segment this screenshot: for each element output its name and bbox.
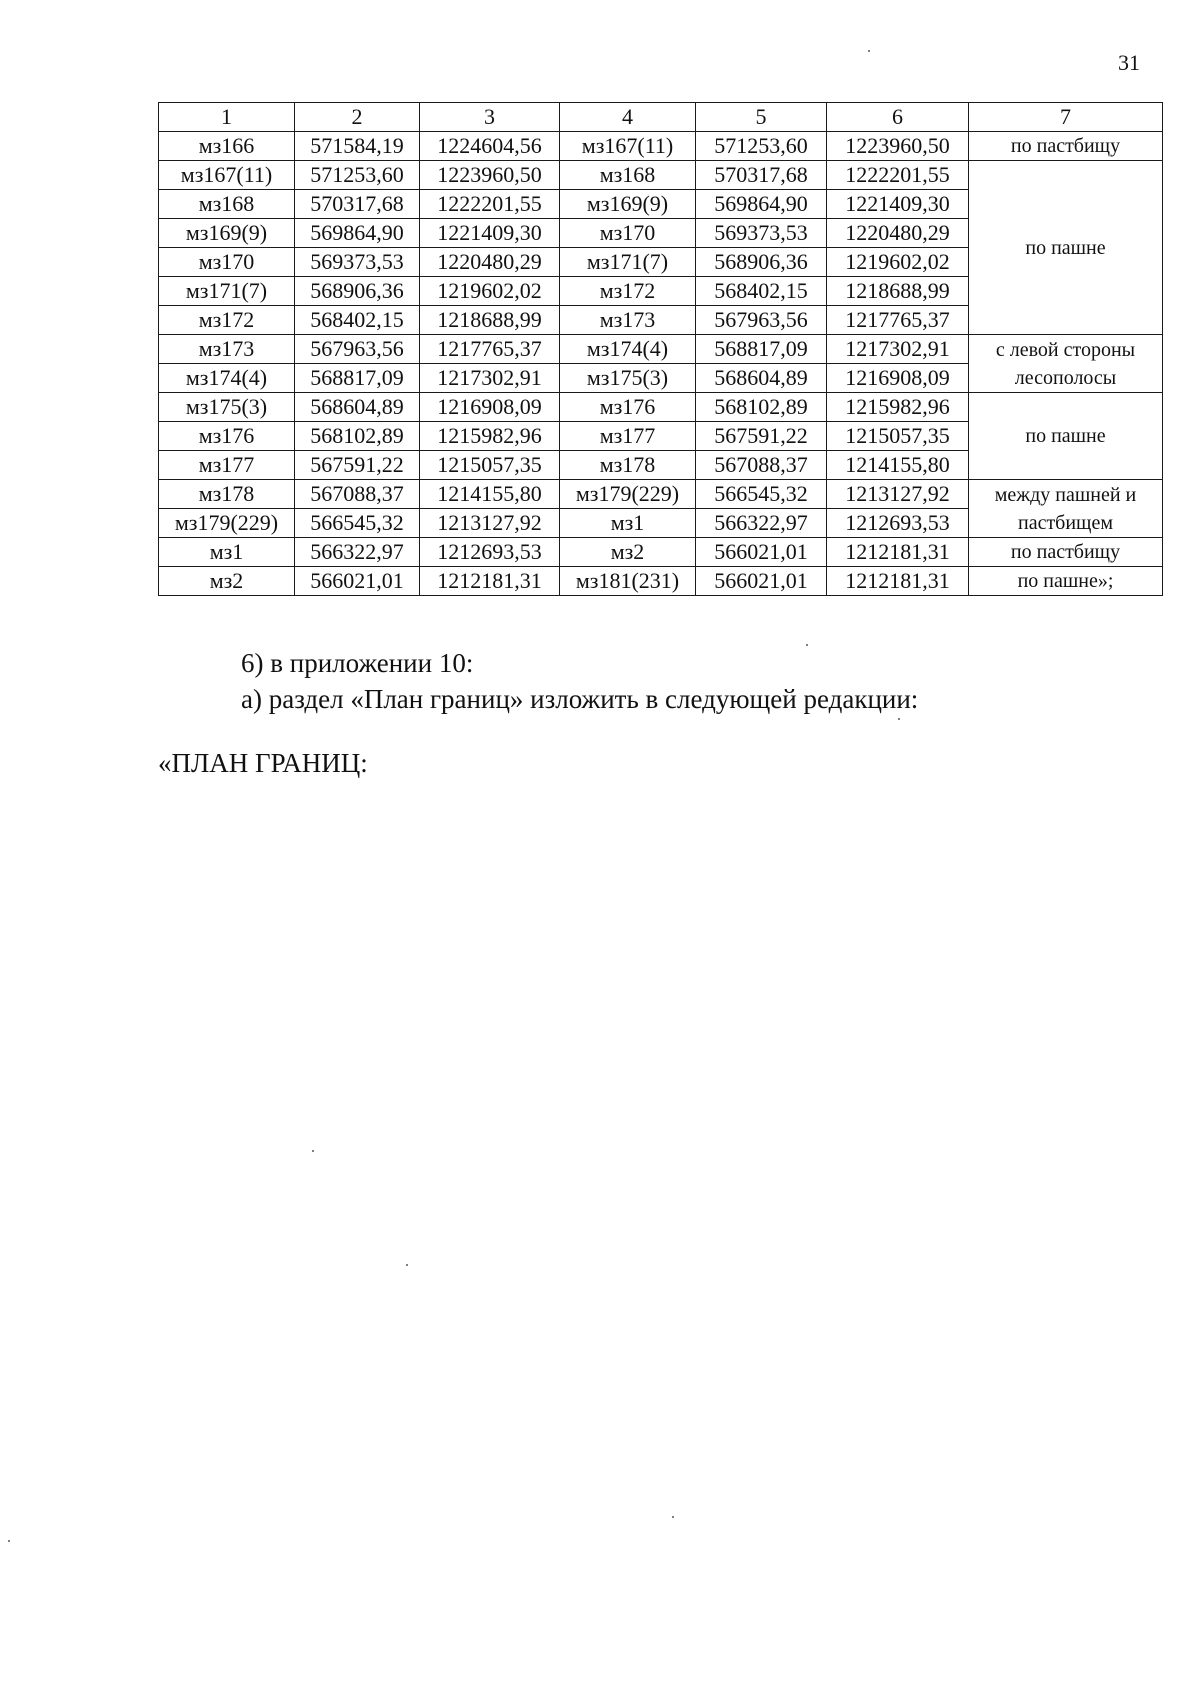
table-cell: 1212181,31 [420, 567, 560, 596]
table-cell: мз171(7) [159, 277, 295, 306]
column-header: 3 [420, 103, 560, 132]
table-cell: 1224604,56 [420, 132, 560, 161]
table-cell: 569373,53 [696, 219, 827, 248]
table-cell: мз2 [159, 567, 295, 596]
table-cell: мз176 [560, 393, 696, 422]
table-cell: 1213127,92 [827, 480, 969, 509]
table-cell: мз167(11) [159, 161, 295, 190]
table-cell: мз167(11) [560, 132, 696, 161]
table-cell: 1223960,50 [827, 132, 969, 161]
table-cell: 1212181,31 [827, 567, 969, 596]
table-row [159, 132, 1163, 161]
table-cell: мз2 [560, 538, 696, 567]
table-cell: 568906,36 [696, 248, 827, 277]
table-cell: мз178 [159, 480, 295, 509]
table-cell: мз170 [159, 248, 295, 277]
table-cell: 1217302,91 [827, 335, 969, 364]
boundary-description-cell: по пастбищу [969, 538, 1163, 567]
table-cell: мз173 [159, 335, 295, 364]
table-cell: 1223960,50 [420, 161, 560, 190]
table-row [159, 480, 1163, 509]
table-cell: 1214155,80 [420, 480, 560, 509]
table-cell: мз174(4) [159, 364, 295, 393]
table-cell: мз168 [560, 161, 696, 190]
table-cell: 568402,15 [696, 277, 827, 306]
table-cell: 567591,22 [295, 451, 420, 480]
table-cell: 1220480,29 [420, 248, 560, 277]
table-row [159, 538, 1163, 567]
table-cell: 566545,32 [696, 480, 827, 509]
table-cell: мз179(229) [560, 480, 696, 509]
table-cell: 571253,60 [696, 132, 827, 161]
table-cell: мз175(3) [560, 364, 696, 393]
item-6-text: 6) в приложении 10: [241, 648, 474, 678]
table-cell: 570317,68 [696, 161, 827, 190]
table-cell: 566322,97 [295, 538, 420, 567]
table-cell: 569864,90 [295, 219, 420, 248]
table-cell: 566021,01 [696, 538, 827, 567]
table-cell: 1217302,91 [420, 364, 560, 393]
table-cell: мз176 [159, 422, 295, 451]
boundary-description-cell: по пастбищу [969, 132, 1163, 161]
table-cell: 567963,56 [696, 306, 827, 335]
table-cell: 568604,89 [295, 393, 420, 422]
table-header-row [159, 103, 1163, 132]
table-row [159, 335, 1163, 364]
boundary-description-cell: между пашней и пастбищем [969, 480, 1163, 538]
table-cell: 1215057,35 [420, 451, 560, 480]
scan-speck [8, 1540, 10, 1542]
table-cell: 568102,89 [696, 393, 827, 422]
table-cell: 1213127,92 [420, 509, 560, 538]
column-header: 5 [696, 103, 827, 132]
column-header: 1 [159, 103, 295, 132]
item-a-text: а) раздел «План границ» изложить в следующей редакции: [241, 684, 919, 714]
table-cell: 1212693,53 [827, 509, 969, 538]
table-cell: 1216908,09 [827, 364, 969, 393]
table-cell: 1217765,37 [827, 306, 969, 335]
table-cell: мз179(229) [159, 509, 295, 538]
table-cell: 1217765,37 [420, 335, 560, 364]
column-header: 2 [295, 103, 420, 132]
column-header: 6 [827, 103, 969, 132]
table-row [159, 393, 1163, 422]
table-cell: 567088,37 [696, 451, 827, 480]
scan-speck [672, 1516, 674, 1518]
plan-heading: «ПЛАН ГРАНИЦ: [158, 748, 368, 778]
table-cell: мз173 [560, 306, 696, 335]
table-cell: 568604,89 [696, 364, 827, 393]
table-cell: 568102,89 [295, 422, 420, 451]
table-cell: мз172 [159, 306, 295, 335]
table-cell: 1222201,55 [827, 161, 969, 190]
table-cell: 1214155,80 [827, 451, 969, 480]
boundary-description-cell: по пашне [969, 393, 1163, 480]
scan-speck [312, 1150, 314, 1152]
table-cell: 1219602,02 [420, 277, 560, 306]
table-row [159, 161, 1163, 190]
table-cell: мз171(7) [560, 248, 696, 277]
table-cell: 568906,36 [295, 277, 420, 306]
table-cell: 568817,09 [696, 335, 827, 364]
coordinates-table [158, 102, 1163, 596]
scan-speck [898, 718, 900, 720]
table-cell: 570317,68 [295, 190, 420, 219]
table-cell: 1212693,53 [420, 538, 560, 567]
table-cell: 567088,37 [295, 480, 420, 509]
table-cell: 1215057,35 [827, 422, 969, 451]
table-cell: 1215982,96 [827, 393, 969, 422]
table-cell: 1219602,02 [827, 248, 969, 277]
column-header: 4 [560, 103, 696, 132]
table-cell: 1218688,99 [420, 306, 560, 335]
table-cell: мз1 [159, 538, 295, 567]
table-cell: мз175(3) [159, 393, 295, 422]
table-cell: 569864,90 [696, 190, 827, 219]
table-cell: 571584,19 [295, 132, 420, 161]
table-cell: 569373,53 [295, 248, 420, 277]
scan-speck [406, 1264, 408, 1266]
table-cell: 567963,56 [295, 335, 420, 364]
page-number: 31 [1118, 50, 1140, 75]
table-cell: 1216908,09 [420, 393, 560, 422]
boundary-description-cell: по пашне»; [969, 567, 1163, 596]
table-cell: 567591,22 [696, 422, 827, 451]
table-cell: мз178 [560, 451, 696, 480]
table-cell: 1215982,96 [420, 422, 560, 451]
table-cell: 1221409,30 [827, 190, 969, 219]
table-cell: мз170 [560, 219, 696, 248]
table-cell: мз177 [560, 422, 696, 451]
table-cell: 571253,60 [295, 161, 420, 190]
table-cell: 568817,09 [295, 364, 420, 393]
table-cell: мз177 [159, 451, 295, 480]
table-cell: мз169(9) [159, 219, 295, 248]
table-cell: 566545,32 [295, 509, 420, 538]
table-cell: мз181(231) [560, 567, 696, 596]
table-cell: 566021,01 [295, 567, 420, 596]
table-cell: мз172 [560, 277, 696, 306]
table-cell: 568402,15 [295, 306, 420, 335]
table-cell: мз174(4) [560, 335, 696, 364]
boundary-description-cell: по пашне [969, 161, 1163, 335]
table-cell: 1221409,30 [420, 219, 560, 248]
table-cell: мз166 [159, 132, 295, 161]
boundary-description-cell: с левой стороны лесополосы [969, 335, 1163, 393]
table-cell: 1212181,31 [827, 538, 969, 567]
table-cell: 566021,01 [696, 567, 827, 596]
table-cell: мз168 [159, 190, 295, 219]
table-cell: мз169(9) [560, 190, 696, 219]
scan-speck [806, 644, 808, 646]
table-cell: 1222201,55 [420, 190, 560, 219]
scan-speck [868, 50, 870, 52]
table-cell: мз1 [560, 509, 696, 538]
column-header: 7 [969, 103, 1163, 132]
table-cell: 1218688,99 [827, 277, 969, 306]
table-cell: 566322,97 [696, 509, 827, 538]
table-row [159, 567, 1163, 596]
table-cell: 1220480,29 [827, 219, 969, 248]
